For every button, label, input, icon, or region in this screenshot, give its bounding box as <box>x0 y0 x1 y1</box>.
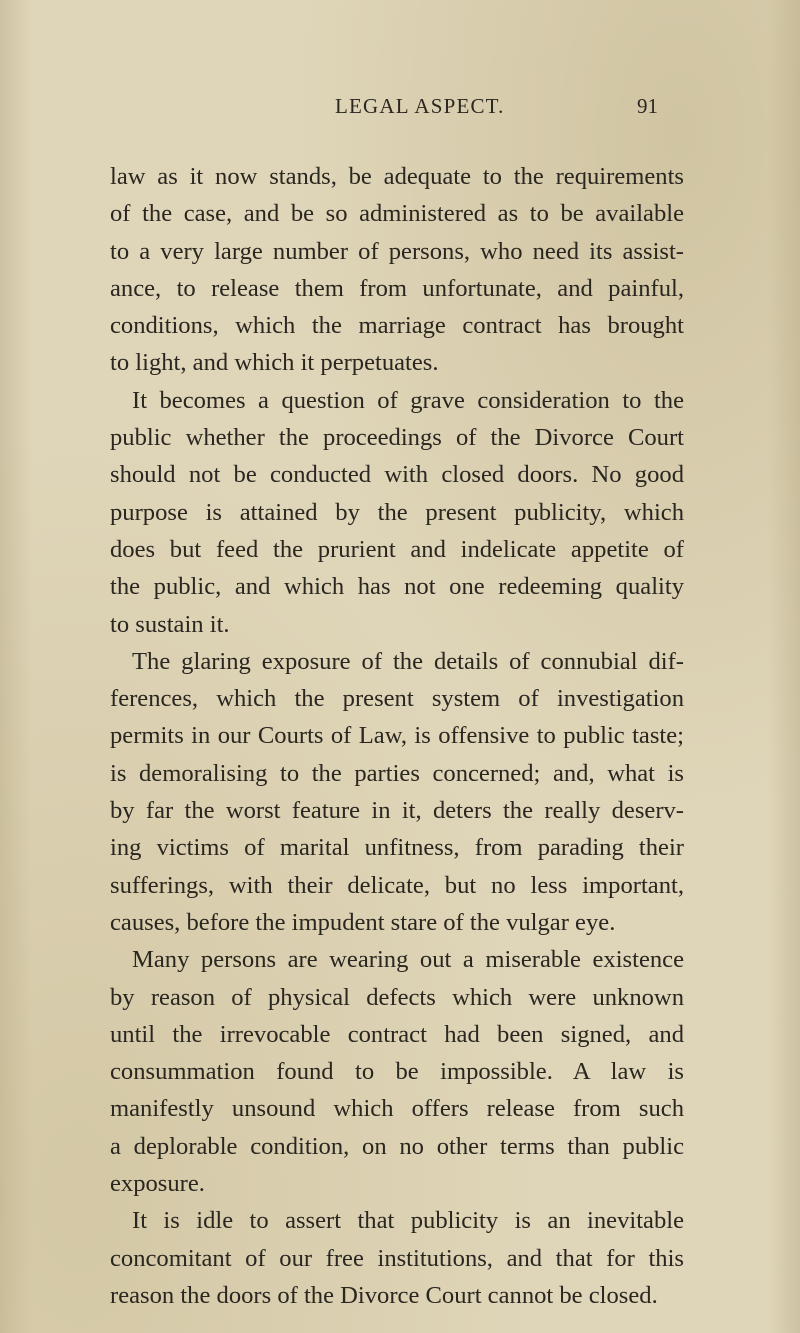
page-header <box>190 94 658 124</box>
text-line: The glaring exposure of the details of connubial dif- <box>132 647 684 675</box>
paragraph <box>110 158 684 382</box>
text-line: the public, and which has not one redeeming quality <box>110 573 684 601</box>
paragraph <box>110 941 684 1202</box>
text-line: It is idle to assert that publicity is an inevitable <box>132 1207 684 1235</box>
page-number: 91 <box>637 94 658 118</box>
text-line: purpose is attained by the present publicity, which <box>110 498 684 526</box>
text-line: law as it now stands, be adequate to the requirements <box>110 163 684 190</box>
text-line: ance, to release them from unfortunate, and painful, <box>110 274 684 302</box>
text-line: is demoralising to the parties concerned; and, what is <box>110 759 684 787</box>
paragraph <box>110 1202 684 1314</box>
text-line: to sustain it. <box>110 610 230 638</box>
text-line: concomitant of our free institutions, and that for this <box>110 1244 684 1272</box>
text-line: to a very large number of persons, who need its assist- <box>110 237 684 265</box>
text-line: conditions, which the marriage contract has brought <box>110 312 684 340</box>
paragraph <box>110 643 684 941</box>
text-line: manifestly unsound which offers release from such <box>110 1095 684 1123</box>
text-line: Many persons are wearing out a miserable existence <box>132 946 684 974</box>
text-line: ing victims of marital unfitness, from parading their <box>110 834 684 862</box>
text-line: public whether the proceedings of the Divorce Court <box>110 424 684 452</box>
text-line: by far the worst feature in it, deters the really deserv- <box>110 797 684 825</box>
paragraph <box>110 382 684 643</box>
text-line: reason the doors of the Divorce Court cannot be closed. <box>110 1281 658 1309</box>
text-line: should not be conducted with closed doors. No good <box>110 461 684 489</box>
text-line: permits in our Courts of Law, is offensive to public taste; <box>110 722 684 750</box>
text-line: ferences, which the present system of investigation <box>110 685 684 713</box>
text-line: of the case, and be so administered as to be available <box>110 200 684 228</box>
text-line: to light, and which it perpetuates. <box>110 349 439 377</box>
text-line: consummation found to be impossible. A law is <box>110 1058 684 1086</box>
text-line: It becomes a question of grave consideration to the <box>132 386 684 414</box>
text-line: exposure. <box>110 1170 205 1198</box>
text-line: a deplorable condition, on no other terms than public <box>110 1132 684 1160</box>
text-line: causes, before the impudent stare of the vulgar eye. <box>110 908 616 936</box>
text-line: does but feed the prurient and indelicate appetite of <box>110 535 684 563</box>
text-line: sufferings, with their delicate, but no less important, <box>110 871 684 899</box>
running-head: LEGAL ASPECT. <box>335 94 505 118</box>
body-text <box>110 158 684 1314</box>
text-line: by reason of physical defects which were unknown <box>110 983 684 1011</box>
text-line: until the irrevocable contract had been signed, and <box>110 1020 684 1048</box>
